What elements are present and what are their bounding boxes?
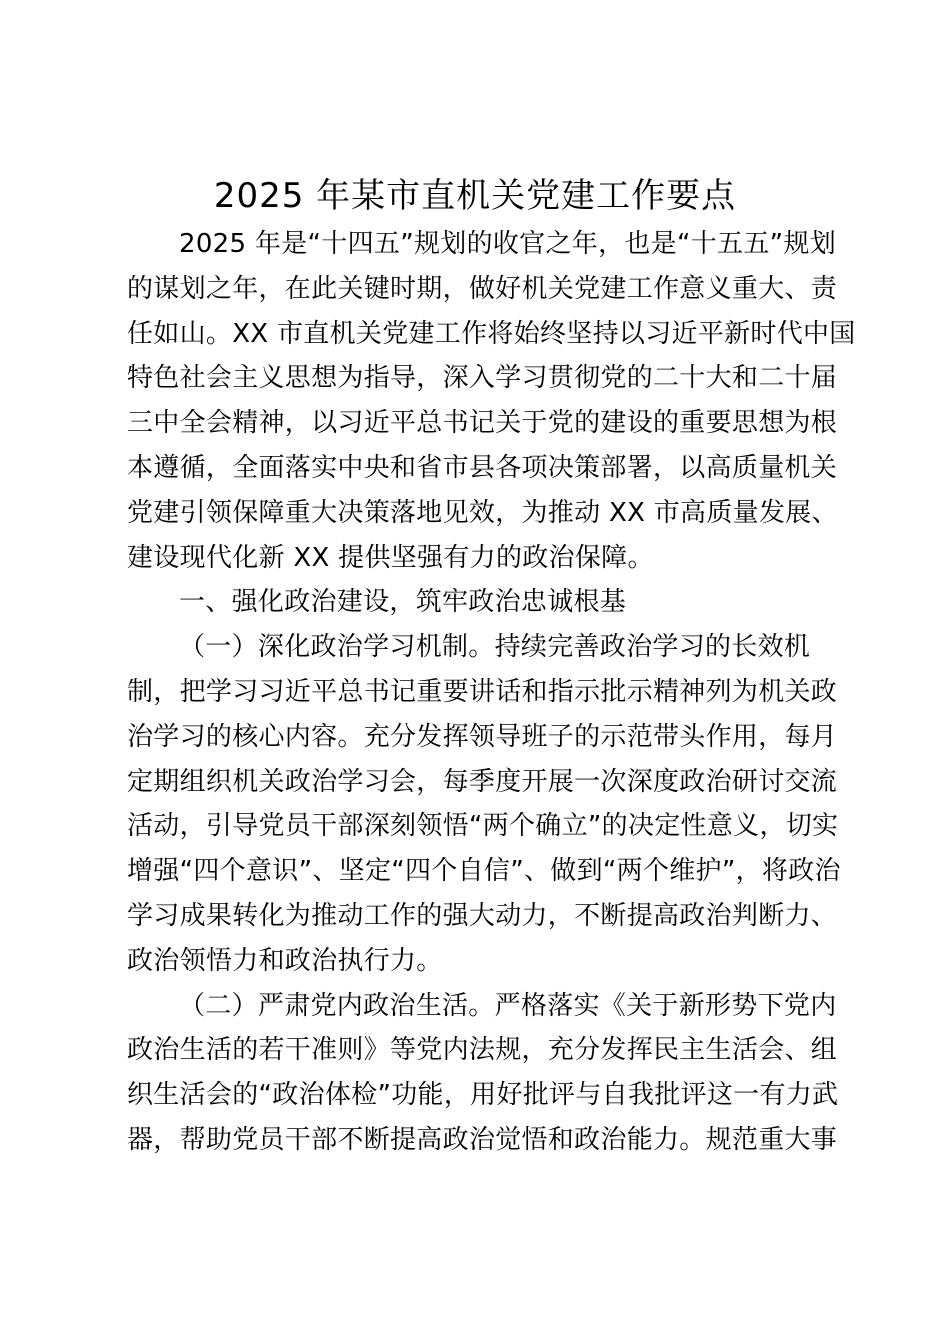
- paragraph-line: 制，把学习习近平总书记重要讲话和指示批示精神列为机关政: [127, 676, 838, 707]
- document-body: [127, 222, 856, 1163]
- paragraph-line: 定期组织机关政治学习会，每季度开展一次深度政治研讨交流: [127, 766, 838, 797]
- paragraph-line: 建设现代化新 XX 提供坚强有力的政治保障。: [127, 542, 654, 573]
- paragraph-line: 治学习的核心内容。充分发挥领导班子的示范带头作用，每月: [127, 721, 838, 752]
- paragraph-line: 2025 年是“十四五”规划的收官之年，也是“十五五”规划: [179, 229, 837, 259]
- paragraph-line: 的谋划之年，在此关键时期，做好机关党建工作意义重大、责: [127, 273, 838, 304]
- paragraph-line: 三中全会精神，以习近平总书记关于党的建设的重要思想为根: [127, 408, 838, 439]
- paragraph-line: 织生活会的“政治体检”功能，用好批评与自我批评这一有力武: [127, 1080, 839, 1111]
- document-title: 2025 年某市直机关党建工作要点: [213, 176, 737, 216]
- paragraph-line: 任如山。XX 市直机关党建工作将始终坚持以习近平新时代中国: [127, 318, 856, 349]
- paragraph-line: 党建引领保障重大决策落地见效，为推动 XX 市高质量发展、: [127, 497, 838, 528]
- paragraph-line: 政治生活的若干准则》等党内法规，充分发挥民主生活会、组: [127, 1035, 838, 1066]
- paragraph-line: 活动，引导党员干部深刻领悟“两个确立”的决定性意义，切实: [127, 811, 839, 842]
- paragraph-line: 特色社会主义思想为指导，深入学习贯彻党的二十大和二十届: [127, 363, 838, 394]
- paragraph-line: 器，帮助党员干部不断提高政治觉悟和政治能力。规范重大事: [127, 1124, 838, 1155]
- paragraph-line: 学习成果转化为推动工作的强大动力，不断提高政治判断力、: [127, 900, 838, 931]
- paragraph-line: 本遵循，全面落实中央和省市县各项决策部署，以高质量机关: [127, 452, 838, 483]
- section-heading: 一、强化政治建设，筑牢政治忠诚根基: [179, 587, 627, 618]
- paragraph-line: 增强“四个意识”、坚定“四个自信”、做到“两个维护”，将政治: [127, 856, 841, 887]
- paragraph-line: （一）深化政治学习机制。持续完善政治学习的长效机: [179, 632, 811, 663]
- paragraph-line: 政治领悟力和政治执行力。: [127, 945, 443, 976]
- paragraph-line: （二）严肃党内政治生活。严格落实《关于新形势下党内: [179, 990, 837, 1021]
